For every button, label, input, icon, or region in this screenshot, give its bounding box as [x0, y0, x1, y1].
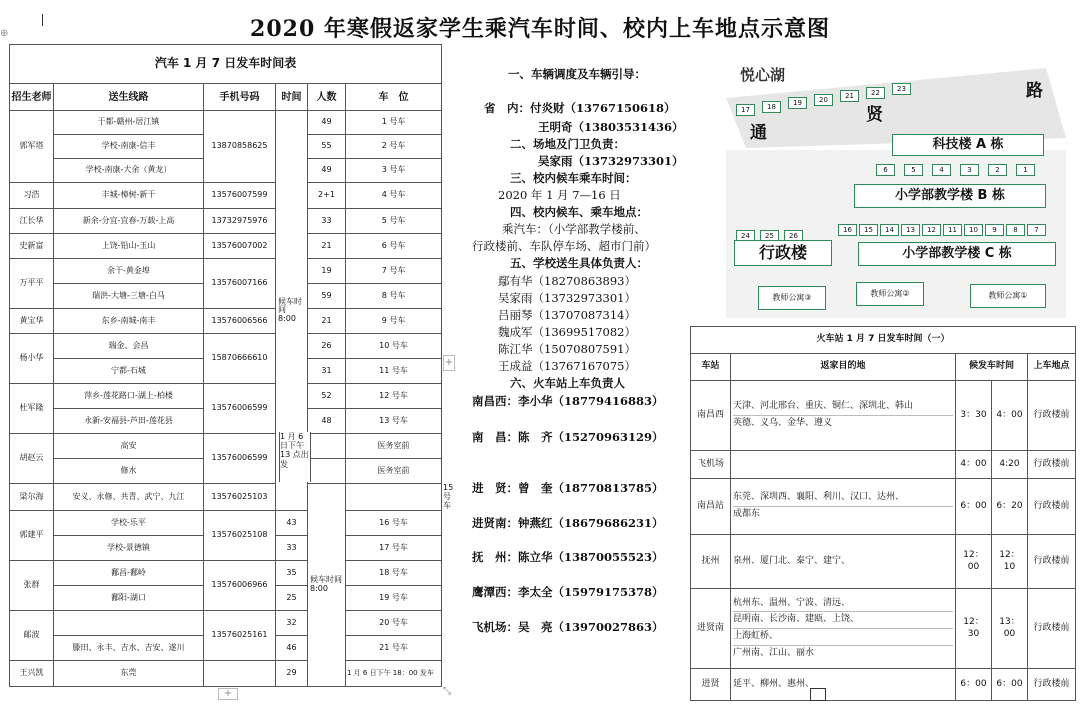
count-cell: 49 — [308, 159, 346, 183]
admin-building: 行政楼 — [734, 240, 832, 266]
seat-cell: 5 号车 — [346, 209, 442, 234]
seat-cell: 医务室前 — [346, 434, 442, 459]
station-contact: 南 昌：陈 齐（15270963129） — [472, 430, 664, 444]
depart-time-cell: 13：00 — [992, 589, 1028, 669]
route-cell: 东莞 — [54, 661, 204, 687]
seat-cell: 2 号车 — [346, 135, 442, 159]
seat-cell: 医务室前 — [346, 459, 442, 484]
destination-line: 昆明南、长沙南、建瓯、上饶、 — [733, 612, 953, 629]
count-cell: 43 — [276, 511, 308, 536]
count-cell: 29 — [276, 661, 308, 687]
header-phone: 手机号码 — [204, 84, 276, 111]
train-row — [691, 669, 1076, 701]
route-cell: 新余-分宜-宜春-万载-上高 — [54, 209, 204, 234]
count-cell: 59 — [308, 284, 346, 309]
seat-cell: 21 号车 — [346, 636, 442, 661]
wait-time-cell: 6：00 — [956, 479, 992, 535]
depart-time-cell: 6：00 — [992, 669, 1028, 701]
count-cell — [308, 434, 346, 459]
phone-cell: 13576006966 — [204, 561, 276, 611]
route-cell: 丰城-樟树-新干 — [54, 183, 204, 209]
destination-line: 上海虹桥、 — [733, 629, 953, 646]
route-cell: 高安 — [54, 434, 204, 459]
boarding-place-cell: 行政楼前 — [1028, 669, 1076, 701]
header-time: 时间 — [276, 84, 308, 111]
seat-cell: 17 号车 — [346, 536, 442, 561]
route-cell: 瑞金、会昌 — [54, 334, 204, 359]
road-char: 贤 — [866, 105, 883, 125]
teacher-cell: 张群 — [10, 561, 54, 611]
parking-number: 7 — [1027, 224, 1046, 236]
teacher-cell: 习浩 — [10, 183, 54, 209]
count-cell: 35 — [276, 561, 308, 586]
route-cell: 鄱昌-鄱岭 — [54, 561, 204, 586]
destination-cell — [731, 381, 956, 451]
station-contact: 南昌西：李小华（18779416883） — [472, 394, 664, 408]
bus-schedule-table: 汽车 1 月 7 日发车时间表 招生老师 送生线路 手机号码 时间 人数 车 位 郭军塔 于都-赣州-居江镇 13870858625 候车时间 8:00 49 1 号车 学校-南康-信丰 55 2 号车 学校-南康-大余（黄龙） 49 3 号车 习浩 丰城-樟树-新干 13576007599 2+1 4 号车 江长华 新余-分宜-宜春-万载-上高 13732975976 33 5 号车 史新富 上饶-铅山-玉山 13576007002 21 6 号车 万平平 余干-黄金埠 13576007166 19 7 号车 瑞洪-大塘-三塘-白马 59 8 号车 黄宝华 东乡-南城-南丰 13576006566 21 9 号车 杨小华 瑞金、会昌 15870666610 26 10 号车 宁都-石城 31 11 号车 杜军隆 萍乡-莲花路口-湖上-柏楼 13576006599 52 12 号车 永新-安福县-芦田-莲花县 48 13 号车 胡赵云 高安 13576006599 医务室前 修水 医务室前 梁尔海 安义、永修、共青、武宁、九江 13576025103 候车时间 8:00 15 号车 郭建平 学校-乐平 13576025108 43 16 号车 学校-景德镇 33 17 号车 张群 鄱昌-鄱岭 13576006966 35 18 号车 鄱阳-湖口 25 19 号车 邮波 13576025161 32 20 号车 滕田、永丰、吉水、吉安、遂川 46 21 号车 王兴凯 东莞 29 1 月 6 日下午 18：00 发车 — [9, 44, 442, 687]
parking-number: 3 — [960, 164, 979, 176]
page-title: 2020 年寒假返家学生乘汽车时间、校内上车地点示意图 — [250, 16, 830, 42]
header-wait-time: 候发车时间 — [956, 354, 1028, 381]
route-cell: 永新-安福县-芦田-莲花县 — [54, 409, 204, 434]
parking-number: 20 — [814, 94, 833, 106]
teacher-cell: 郭军塔 — [10, 111, 54, 183]
teacher-cell: 王兴凯 — [10, 661, 54, 687]
count-cell: 33 — [276, 536, 308, 561]
route-cell: 学校-南康-大余（黄龙） — [54, 159, 204, 183]
bus-table-caption: 汽车 1 月 7 日发车时间表 — [10, 45, 442, 84]
header-boarding: 上车地点 — [1028, 354, 1076, 381]
seat-cell: 4 号车 — [346, 183, 442, 209]
header-count: 人数 — [308, 84, 346, 111]
seat-cell: 3 号车 — [346, 159, 442, 183]
add-row-button[interactable]: + — [218, 688, 238, 700]
phone-cell: 13732975976 — [204, 209, 276, 234]
station-contact: 进贤南：钟燕红（18679686231） — [472, 516, 664, 530]
station-cell: 进贤 — [691, 669, 731, 701]
train-row — [691, 381, 1076, 451]
destination-line: 英德、义乌、金华、遵义 — [733, 418, 833, 428]
parking-number: 26 — [784, 230, 803, 242]
train-row — [691, 535, 1076, 589]
boarding-place-cell: 行政楼前 — [1028, 535, 1076, 589]
count-cell: 52 — [308, 384, 346, 409]
route-cell: 学校-景德镇 — [54, 536, 204, 561]
page-marker — [810, 688, 826, 701]
train-row — [691, 479, 1076, 535]
primary-building-c: 小学部教学楼 C 栋 — [858, 242, 1056, 266]
section-heading: 六、火车站上车负责人 — [510, 376, 625, 390]
parking-number: 5 — [904, 164, 923, 176]
teacher-apartment-1: 教师公寓① — [970, 284, 1046, 308]
destination-line: 天津、河北邢台、重庆、铜仁、深圳北、韩山 — [733, 399, 953, 416]
time-cell: 候车时间 8:00 — [276, 111, 308, 511]
station-cell: 南昌站 — [691, 479, 731, 535]
boarding-place-cell: 行政楼前 — [1028, 381, 1076, 451]
phone-cell: 13576025103 — [204, 484, 276, 511]
station-contact: 抚 州：陈立华（13870055523） — [472, 550, 664, 564]
time-cell: 候车时间 8:00 — [308, 484, 346, 687]
count-cell: 55 — [308, 135, 346, 159]
phone-cell: 13576025161 — [204, 611, 276, 661]
count-cell: 33 — [308, 209, 346, 234]
boarding-place-cell: 行政楼前 — [1028, 479, 1076, 535]
wait-time-cell: 4：00 — [956, 451, 992, 479]
route-cell: 萍乡-莲花路口-湖上-柏楼 — [54, 384, 204, 409]
primary-building-b: 小学部教学楼 B 栋 — [854, 184, 1046, 208]
parking-number: 6 — [876, 164, 895, 176]
header-station: 车站 — [691, 354, 731, 381]
teacher-cell: 邮波 — [10, 611, 54, 661]
teacher-cell: 郭建平 — [10, 511, 54, 561]
station-cell: 进贤南 — [691, 589, 731, 669]
route-cell: 学校-南康-信丰 — [54, 135, 204, 159]
destination-cell — [731, 479, 956, 535]
lake-label: 悦心湖 — [740, 66, 786, 84]
date-line: 2020 年 1 月 7—16 日 — [498, 188, 621, 202]
train-schedule-table — [690, 326, 1076, 701]
section-heading: 四、校内候车、乘车地点： — [510, 205, 648, 219]
header-route: 送生线路 — [54, 84, 204, 111]
route-cell — [54, 611, 204, 636]
seat-cell: 12 号车 — [346, 384, 442, 409]
boarding-place-cell: 行政楼前 — [1028, 589, 1076, 669]
phone-cell: 13576006566 — [204, 309, 276, 334]
location-line: 行政楼前、车队停车场、超市门前） — [472, 239, 656, 253]
destination-line: 杭州东、温州、宁波、清远、 — [733, 596, 953, 613]
count-cell — [308, 459, 346, 484]
route-cell: 瑞洪-大塘-三塘-白马 — [54, 284, 204, 309]
parking-number: 18 — [762, 101, 781, 113]
seat-cell: 16 号车 — [346, 511, 442, 536]
destination-cell — [731, 451, 956, 479]
parking-number: 22 — [866, 87, 885, 99]
parking-number: 12 — [922, 224, 941, 236]
count-cell: 21 — [308, 234, 346, 259]
depart-time-cell: 12：10 — [992, 535, 1028, 589]
teacher-cell: 杜军隆 — [10, 384, 54, 434]
phone-cell: 13576025108 — [204, 511, 276, 561]
destination-line: 泉州、厦门北、泰宁、建宁、 — [733, 555, 851, 566]
phone-cell: 13576007166 — [204, 259, 276, 309]
parking-number: 4 — [932, 164, 951, 176]
phone-cell: 13576007599 — [204, 183, 276, 209]
phone-cell: 13576006599 — [204, 434, 276, 484]
parking-number: 23 — [892, 83, 911, 95]
section-heading: 五、学校送生具体负责人： — [510, 256, 648, 270]
contact-line: 王明奇（13803531436） — [538, 120, 684, 134]
parking-number: 24 — [736, 230, 755, 242]
header-seat: 车 位 — [346, 84, 442, 111]
parking-number: 8 — [1006, 224, 1025, 236]
parking-number: 25 — [760, 230, 779, 242]
count-cell: 26 — [308, 334, 346, 359]
station-contact: 进 贤：曾 奎（18770813785） — [472, 481, 664, 495]
parking-number: 14 — [880, 224, 899, 236]
road-char: 通 — [750, 123, 767, 143]
seat-cell: 7 号车 — [346, 259, 442, 284]
tech-building-a: 科技楼 A 栋 — [892, 134, 1044, 156]
parking-number: 11 — [943, 224, 962, 236]
train-row — [691, 451, 1076, 479]
road-char: 路 — [1026, 81, 1043, 101]
route-cell: 上饶-铅山-玉山 — [54, 234, 204, 259]
phone-cell: 13576006599 — [204, 384, 276, 434]
count-cell: 49 — [308, 111, 346, 135]
teacher-cell: 江长华 — [10, 209, 54, 234]
count-cell: 2+1 — [308, 183, 346, 209]
seat-cell: 10 号车 — [346, 334, 442, 359]
depart-time-cell: 4:20 — [992, 451, 1028, 479]
depart-time-cell: 4：00 — [992, 381, 1028, 451]
parking-number: 2 — [988, 164, 1007, 176]
wait-time-cell: 3：30 — [956, 381, 992, 451]
teacher-apartment-2: 教师公寓② — [856, 282, 924, 306]
station-cell: 抚州 — [691, 535, 731, 589]
person-line: 鄢有华（18270863893） — [498, 274, 636, 288]
campus-map — [726, 58, 1066, 318]
station-cell: 南昌西 — [691, 381, 731, 451]
add-column-button[interactable]: + — [443, 355, 455, 371]
phone-cell: 13576007002 — [204, 234, 276, 259]
phone-cell — [204, 661, 276, 687]
parking-number: 1 — [1016, 164, 1035, 176]
route-cell: 余干-黄金埠 — [54, 259, 204, 284]
section-heading: 二、场地及门卫负责： — [510, 137, 625, 151]
contact-line: 省 内：付炎财（13767150618） — [484, 101, 676, 115]
header-destination: 返家目的地 — [731, 354, 956, 381]
teacher-cell: 杨小华 — [10, 334, 54, 384]
phone-cell: 13870858625 — [204, 111, 276, 183]
section-heading: 三、校内候车乘车时间： — [510, 171, 637, 185]
train-table-caption: 火车站 1 月 7 日发车时间（一） — [691, 327, 1076, 354]
table-resize-handle[interactable]: ⤡ — [443, 686, 451, 697]
person-line: 吕丽琴（13707087314） — [498, 308, 636, 322]
section-heading: 一、车辆调度及车辆引导： — [508, 67, 646, 81]
parking-number: 16 — [838, 224, 857, 236]
seat-cell: 9 号车 — [346, 309, 442, 334]
count-cell: 46 — [276, 636, 308, 661]
teacher-apartment-3: 教师公寓③ — [758, 286, 826, 310]
wait-time-cell: 12：30 — [956, 589, 992, 669]
destination-line: 东莞、深圳西、襄阳、利川、汉口、达州、 — [733, 490, 953, 507]
parking-number: 10 — [964, 224, 983, 236]
train-row — [691, 589, 1076, 669]
route-cell: 滕田、永丰、吉水、吉安、遂川 — [54, 636, 204, 661]
count-cell: 19 — [308, 259, 346, 284]
seat-cell: 6 号车 — [346, 234, 442, 259]
seat-cell: 18 号车 — [346, 561, 442, 586]
contact-line: 吴家雨（13732973301） — [538, 154, 684, 168]
seat-cell: 13 号车 — [346, 409, 442, 434]
teacher-cell: 万平平 — [10, 259, 54, 309]
parking-number: 17 — [736, 104, 755, 116]
parking-number: 13 — [901, 224, 920, 236]
station-contact: 鹰潭西：李太全（15979175378） — [472, 585, 664, 599]
parking-number: 21 — [840, 90, 859, 102]
route-cell: 宁都-石城 — [54, 359, 204, 384]
destination-line — [733, 463, 953, 467]
location-line: 乘汽车：（小学部教学楼前、 — [502, 222, 646, 236]
wait-time-cell: 12：00 — [956, 535, 992, 589]
route-cell: 鄱阳-湖口 — [54, 586, 204, 611]
wait-time-cell: 6：00 — [956, 669, 992, 701]
header-teacher: 招生老师 — [10, 84, 54, 111]
seat-cell: 19 号车 — [346, 586, 442, 611]
count-cell — [346, 484, 442, 511]
station-cell: 飞机场 — [691, 451, 731, 479]
parking-number: 15 — [859, 224, 878, 236]
destination-line: 延平、柳州、惠州、 — [733, 678, 815, 689]
person-line: 王成益（13767167075） — [498, 359, 636, 373]
route-cell: 于都-赣州-居江镇 — [54, 111, 204, 135]
depart-time-cell: 6：20 — [992, 479, 1028, 535]
destination-cell — [731, 589, 956, 669]
seat-cell: 20 号车 — [346, 611, 442, 636]
count-cell: 48 — [308, 409, 346, 434]
teacher-cell: 梁尔海 — [10, 484, 54, 511]
time-cell-departure: 1 月 6 日下午 13 点出发 — [279, 432, 311, 482]
count-cell: 32 — [276, 611, 308, 636]
route-cell: 安义、永修、共青、武宁、九江 — [54, 484, 204, 511]
destination-line: 广州南、江山、丽水 — [733, 647, 815, 658]
seat-cell: 8 号车 — [346, 284, 442, 309]
route-cell: 学校-乐平 — [54, 511, 204, 536]
phone-cell: 15870666610 — [204, 334, 276, 384]
seat-cell: 1 号车 — [346, 111, 442, 135]
person-line: 魏成军（13699517082） — [498, 325, 636, 339]
route-cell: 修水 — [54, 459, 204, 484]
teacher-cell: 史新富 — [10, 234, 54, 259]
count-cell: 31 — [308, 359, 346, 384]
boarding-place-cell: 行政楼前 — [1028, 451, 1076, 479]
count-cell: 21 — [308, 309, 346, 334]
person-line: 陈江华（15070807591） — [498, 342, 636, 356]
parking-number: 9 — [985, 224, 1004, 236]
seat-cell: 1 月 6 日下午 18：00 发车 — [346, 661, 442, 687]
person-line: 吴家雨（13732973301） — [498, 291, 636, 305]
destination-cell — [731, 535, 956, 589]
teacher-cell: 黄宝华 — [10, 309, 54, 334]
parking-number: 19 — [788, 97, 807, 109]
route-cell: 东乡-南城-南丰 — [54, 309, 204, 334]
destination-line: 成都东 — [733, 509, 761, 519]
destination-cell — [731, 669, 956, 701]
teacher-cell: 胡赵云 — [10, 434, 54, 484]
seat-cell: 11 号车 — [346, 359, 442, 384]
count-cell: 25 — [276, 586, 308, 611]
table-move-handle[interactable]: ⊕ — [0, 28, 9, 39]
station-contact: 飞机场：吴 亮（13970027863） — [472, 620, 664, 634]
